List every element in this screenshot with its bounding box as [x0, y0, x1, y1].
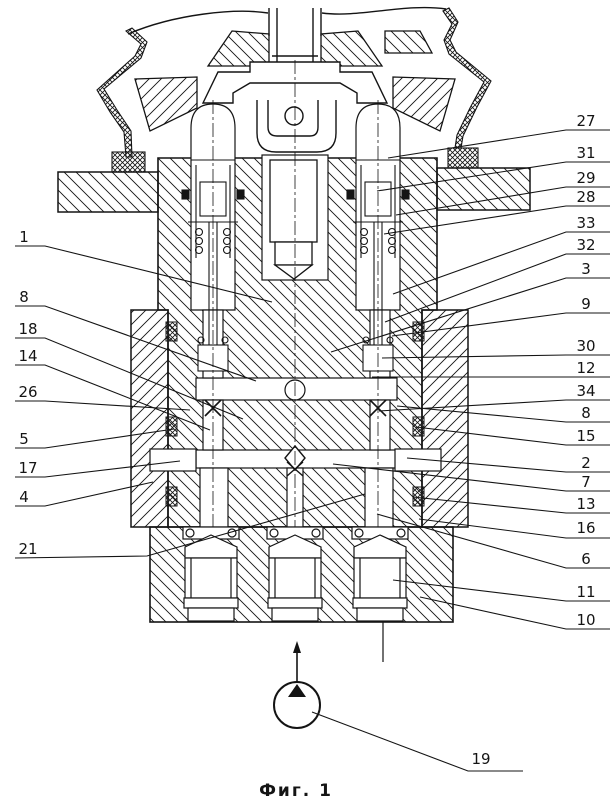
central-bolt — [270, 160, 317, 279]
port-left — [150, 449, 196, 471]
side-block-left — [131, 310, 168, 527]
callout-number-28: 28 — [576, 188, 596, 206]
callout-number-8: 8 — [581, 404, 591, 422]
flange-left — [58, 172, 158, 212]
callout-number-17: 17 — [18, 459, 38, 477]
callout-number-27: 27 — [576, 112, 596, 130]
figure-caption: Фиг. 1 — [259, 781, 333, 801]
callout-number-12: 12 — [576, 359, 596, 377]
callout-number-2: 2 — [581, 454, 591, 472]
callout-number-7: 7 — [581, 473, 591, 491]
bottom-fittings — [183, 527, 408, 621]
callout-number-3: 3 — [581, 260, 591, 278]
callout-number-31: 31 — [576, 144, 596, 162]
callout-number-16: 16 — [576, 519, 596, 537]
callout-number-9: 9 — [581, 295, 591, 313]
callout-number-11: 11 — [576, 583, 596, 601]
callout-number-4: 4 — [19, 488, 29, 506]
callout-number-19: 19 — [471, 750, 491, 768]
callout-number-10: 10 — [576, 611, 596, 629]
callout-number-21: 21 — [18, 540, 38, 558]
callout-number-13: 13 — [576, 495, 596, 513]
callout-number-30: 30 — [576, 337, 596, 355]
callout-number-15: 15 — [576, 427, 596, 445]
callout-number-5: 5 — [19, 430, 29, 448]
callout-number-6: 6 — [581, 550, 591, 568]
callout-number-26: 26 — [18, 383, 38, 401]
callout-number-34: 34 — [576, 382, 596, 400]
side-block-right — [422, 310, 468, 527]
callout-number-33: 33 — [576, 214, 596, 232]
callout-number-1: 1 — [19, 228, 29, 246]
callout-number-32: 32 — [576, 236, 596, 254]
callout-number-14: 14 — [18, 347, 38, 365]
callout-number-8: 8 — [19, 288, 29, 306]
callout-number-18: 18 — [18, 320, 38, 338]
callout-number-29: 29 — [576, 169, 596, 187]
clevis-pin-hole — [285, 107, 303, 125]
